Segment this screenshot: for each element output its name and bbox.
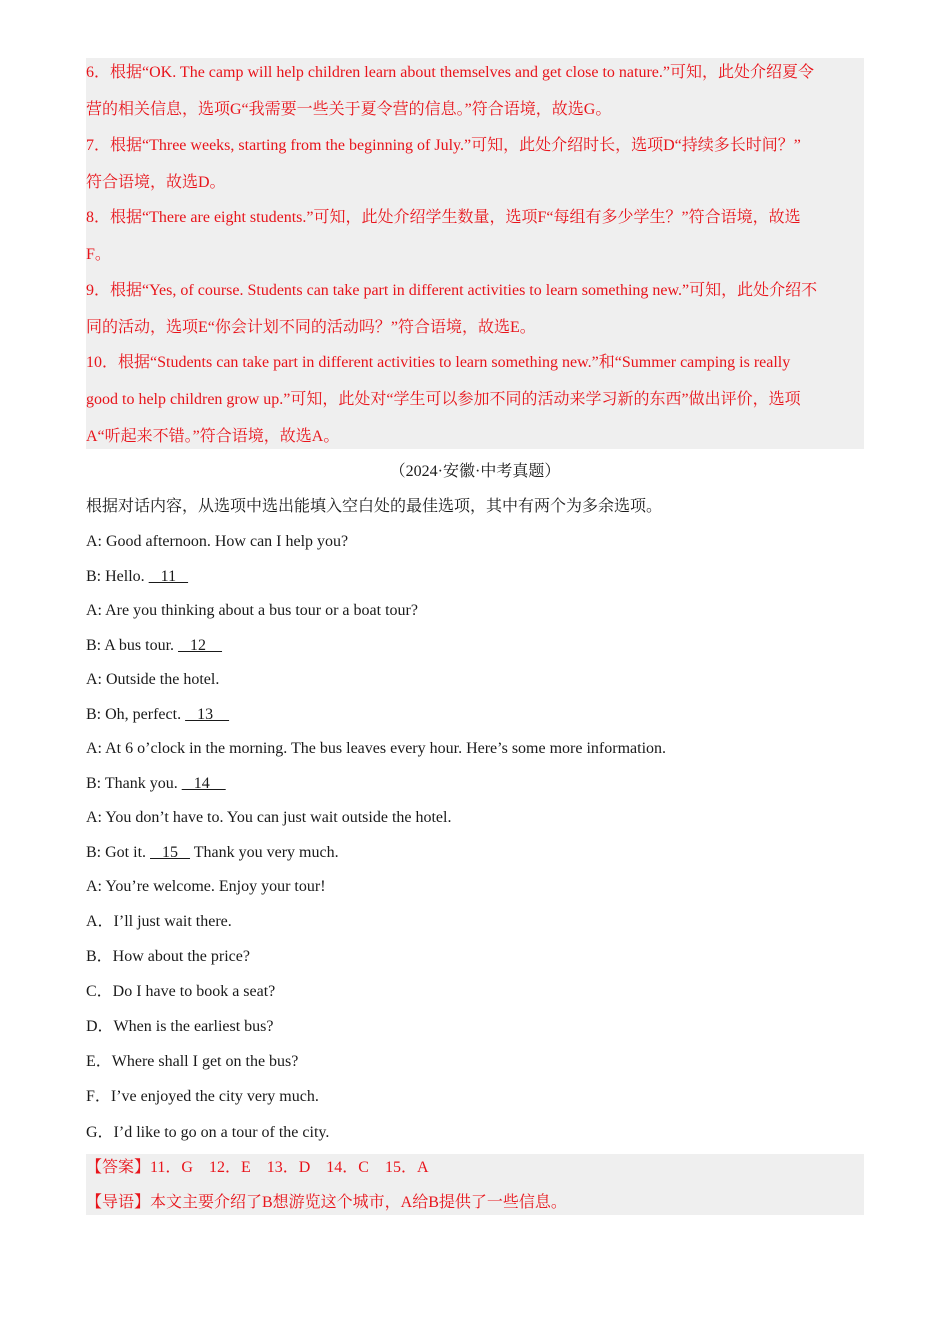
explanation-7-line-1: 7．根据“Three weeks, starting from the beginning of July.”可知，此处介绍时长，选项D“持续多长时间？” <box>86 137 801 154</box>
explanation-6-line-2: 营的相关信息，选项G“我需要一些关于夏令营的信息。”符合语境，故选G。 <box>86 101 612 118</box>
explanation-8-line-2: F。 <box>86 246 111 263</box>
explanation-10-line-3: A“听起来不错。”符合语境，故选A。 <box>86 428 340 445</box>
dialogue-line <box>86 567 866 587</box>
dialogue-line <box>86 532 866 552</box>
explanation-8-line-1: 8．根据“There are eight students.”可知，此处介绍学生数量，选项F“每组有多少学生？”符合语境，故选 <box>86 209 801 226</box>
answer-key: 【答案】11．G 12．E 13．D 14．C 15．A <box>86 1159 429 1176</box>
dialogue-line <box>86 774 866 794</box>
question-instruction: 根据对话内容，从选项中选出能填入空白处的最佳选项，其中有两个为多余选项。 <box>86 498 663 515</box>
dialogue-line <box>86 843 866 863</box>
dialogue-text: B: Hello. <box>86 568 149 585</box>
dialogue-text: A: Are you thinking about a bus tour or a boat tour? <box>86 602 418 619</box>
answer-blank-15: 15 <box>150 844 191 861</box>
dialogue-line <box>86 877 866 897</box>
dialogue-text: A: Outside the hotel. <box>86 671 220 688</box>
option-a: A．I’ll just wait there. <box>86 913 232 930</box>
dialogue-line <box>86 636 866 656</box>
answer-blank-14: 14 <box>181 775 226 792</box>
option-c: C．Do I have to book a seat? <box>86 983 276 1000</box>
question-source: （2024·安徽·中考真题） <box>389 463 561 480</box>
dialogue-text: A: At 6 o’clock in the morning. The bus leaves every hour. Here’s some more information. <box>86 740 667 757</box>
answer-blank-13: 13 <box>185 706 230 723</box>
dialogue-line <box>86 739 866 759</box>
guide-text: 【导语】本文主要介绍了B想游览这个城市，A给B提供了一些信息。 <box>86 1194 567 1211</box>
answer-blank-11: 11 <box>148 568 189 585</box>
explanation-9-line-2: 同的活动，选项E“你会计划不同的活动吗？”符合语境，故选E。 <box>86 319 536 336</box>
dialogue-text: A: You don’t have to. You can just wait outside the hotel. <box>86 809 452 826</box>
dialogue-text: B: Got it. <box>86 844 151 861</box>
explanation-9-line-1: 9．根据“Yes, of course. Students can take part in different activities to learn something new.”可知，此处介绍不 <box>86 282 818 299</box>
dialogue-line <box>86 808 866 828</box>
option-b: B．How about the price? <box>86 948 250 965</box>
option-f: F．I’ve enjoyed the city very much. <box>86 1088 319 1105</box>
dialogue-text: A: Good afternoon. How can I help you? <box>86 533 349 550</box>
option-d: D．When is the earliest bus? <box>86 1018 274 1035</box>
dialogue-text-after: Thank you very much. <box>190 844 339 861</box>
option-g: G．I’d like to go on a tour of the city. <box>86 1124 330 1141</box>
explanation-7-line-2: 符合语境，故选D。 <box>86 174 226 191</box>
dialogue-line <box>86 670 866 690</box>
answer-blank-12: 12 <box>178 637 223 654</box>
dialogue-line <box>86 601 866 621</box>
dialogue-text: B: Thank you. <box>86 775 182 792</box>
explanation-10-line-2: good to help children grow up.”可知，此处对“学生可以参加不同的活动来学习新的东西”做出评价，选项 <box>86 391 801 408</box>
option-e: E．Where shall I get on the bus? <box>86 1053 299 1070</box>
dialogue-text: A: You’re welcome. Enjoy your tour! <box>86 878 326 895</box>
dialogue-line <box>86 705 866 725</box>
dialogue-text: B: A bus tour. <box>86 637 179 654</box>
explanation-10-line-1: 10．根据“Students can take part in different activities to learn something new.”和“Summer camping is really <box>86 354 791 371</box>
dialogue-text: B: Oh, perfect. <box>86 706 186 723</box>
explanation-6-line-1: 6．根据“OK. The camp will help children learn about themselves and get close to nature.”可知，此处介绍夏令 <box>86 64 814 81</box>
